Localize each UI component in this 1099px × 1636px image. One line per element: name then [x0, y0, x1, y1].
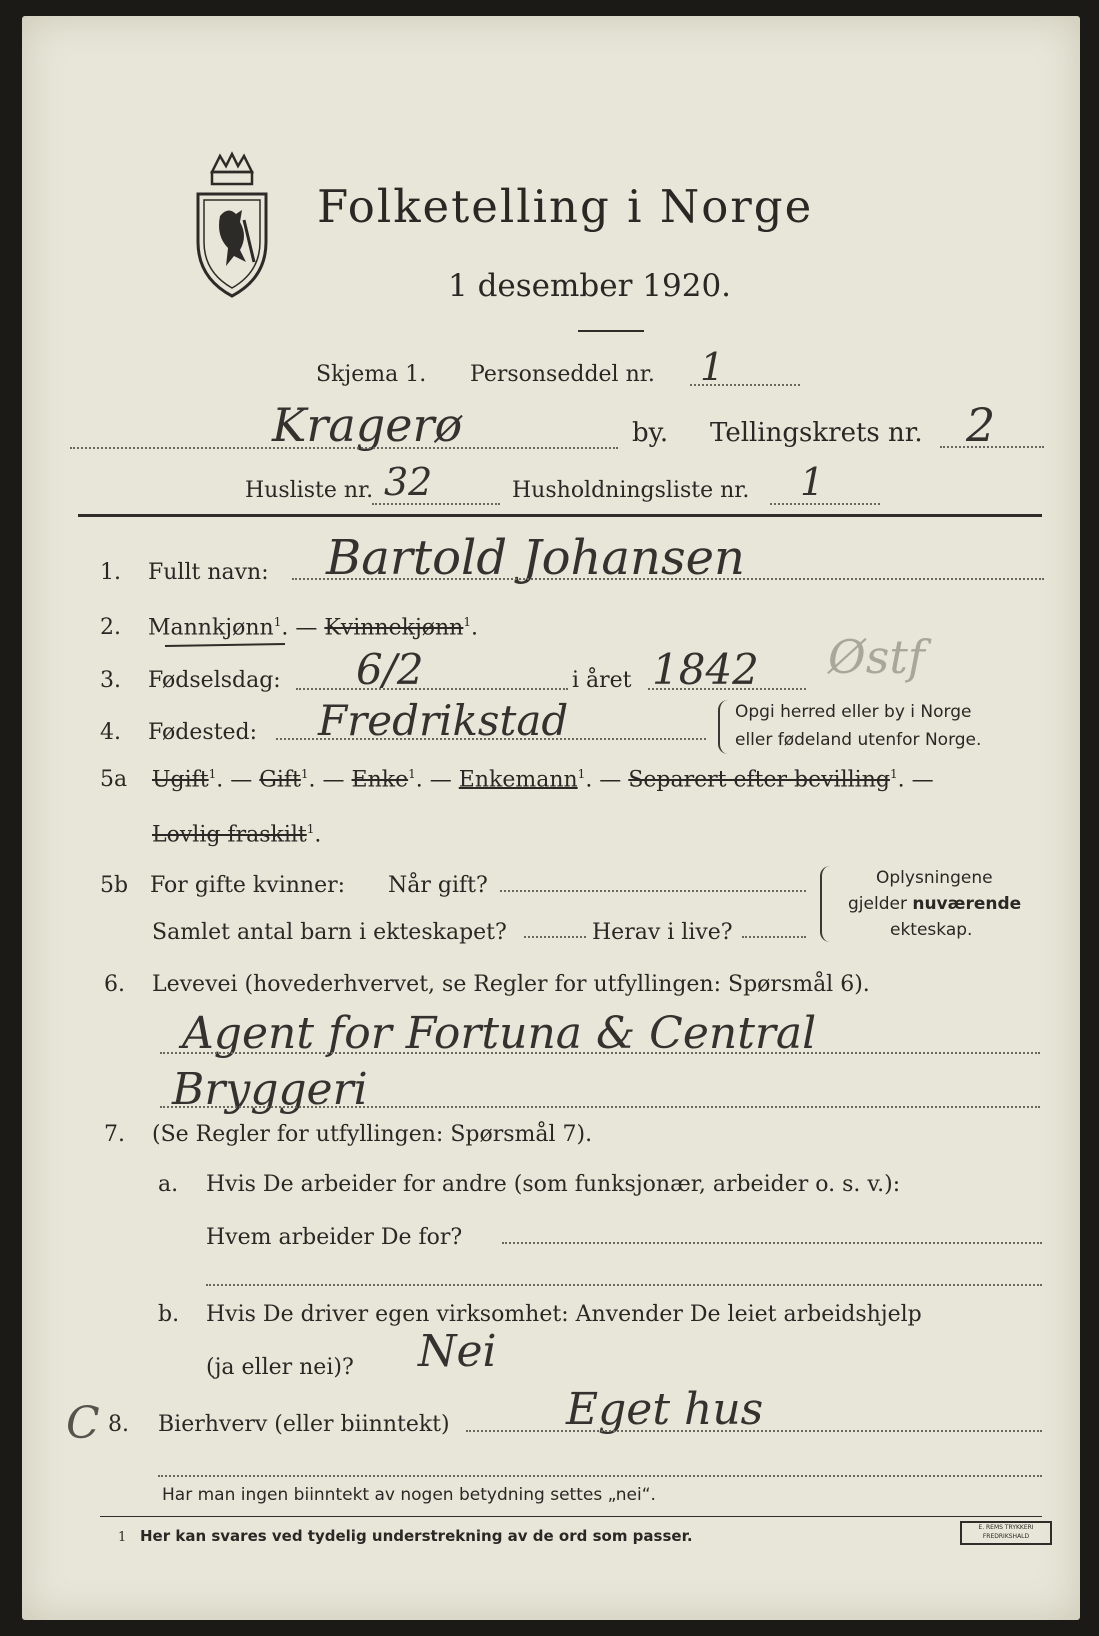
q7b-question: Hvis De driver egen virksomhet: Anvender De leiet arbeidshjelp	[206, 1302, 922, 1327]
birthplace-label: Fødested:	[148, 720, 258, 745]
q5b-number: 5b	[100, 873, 129, 898]
widower-option-underlined: Enkemann	[458, 767, 578, 793]
when-married-label: Når gift?	[388, 873, 488, 898]
birth-year-dotted-line	[648, 688, 806, 690]
husliste-label: Husliste nr.	[245, 478, 374, 503]
marriage-note-line2: gjelder nuværende	[848, 894, 1022, 914]
full-name-label: Fullt navn:	[148, 560, 269, 585]
q7a-question: Hvis De arbeider for andre (som funksjonær, arbeider o. s. v.):	[206, 1172, 901, 1197]
census-date: 1 desember 1920.	[448, 268, 732, 304]
birthday-label: Fødselsdag:	[148, 668, 281, 693]
q8-number: 8.	[108, 1412, 129, 1437]
birthplace-note-bracket	[718, 700, 730, 754]
hired-help-label: (ja eller nei)?	[206, 1355, 354, 1380]
schema-label: Skjema 1.	[316, 362, 427, 387]
female-option-struck: Kvinnekjønn	[324, 615, 464, 641]
printer-stamp: E. REMS TRYKKERI FREDRIKSHALD	[960, 1521, 1052, 1545]
married-women-label: For gifte kvinner:	[150, 873, 346, 898]
no-income-note: Har man ingen biinntekt av nogen betydning settes „nei“.	[162, 1485, 656, 1505]
norway-coat-of-arms-icon	[190, 150, 274, 300]
tellingskrets-label: Tellingskrets nr.	[710, 418, 923, 448]
married-option-struck: Gift	[259, 767, 301, 793]
form-title: Folketelling i Norge	[317, 180, 814, 233]
birthplace-note-line2: eller fødeland utenfor Norge.	[735, 730, 982, 750]
children-count-dotted-line	[524, 936, 586, 938]
when-married-dotted-line	[500, 890, 806, 892]
widow-option-struck: Enke	[351, 767, 409, 793]
sex-option-line: Mannkjønn$^1$. — Kvinnekjønn$^1$.	[148, 615, 478, 641]
side-income-label: Bierhverv (eller biinntekt)	[158, 1412, 450, 1437]
husholdningsliste-number: 1	[800, 460, 825, 504]
husliste-dotted-line	[372, 503, 500, 505]
personseddel-label: Personseddel nr.	[470, 362, 655, 387]
footnote-number: 1	[118, 1530, 127, 1545]
divorced-line: Lovlig fraskilt$^1$.	[152, 822, 322, 848]
occupation-dotted-line1	[160, 1052, 1040, 1054]
husliste-number: 32	[384, 460, 433, 504]
occupation-value-line2: Bryggeri	[172, 1064, 368, 1115]
side-income-dotted-line1	[466, 1430, 1042, 1432]
husholdningsliste-label: Husholdningsliste nr.	[512, 478, 750, 503]
footnote-text: Her kan svares ved tydelig understrekning av de ord som passer.	[140, 1527, 693, 1545]
side-income-value: Eget hus	[566, 1384, 764, 1435]
header-rule	[78, 514, 1042, 517]
q4-number: 4.	[100, 720, 121, 745]
q1-number: 1.	[100, 560, 121, 585]
city-dotted-line	[70, 447, 618, 449]
full-name-value: Bartold Johansen	[326, 530, 745, 586]
marriage-note-line1: Oplysningene	[876, 868, 993, 888]
occupation-label: Levevei (hovederhvervet, se Regler for utfyllingen: Spørsmål 6).	[152, 972, 870, 997]
personseddel-number: 1	[700, 345, 725, 389]
birth-year-value: 1842	[652, 645, 759, 694]
tellingskrets-number: 2	[966, 398, 996, 452]
city-name: Kragerø	[272, 398, 463, 452]
children-alive-dotted-line	[742, 936, 806, 938]
personseddel-dotted-line	[690, 384, 800, 386]
marriage-note-bracket	[820, 866, 832, 942]
q7-label: (Se Regler for utfyllingen: Spørsmål 7).	[152, 1122, 593, 1147]
marriage-note-line3: ekteskap.	[890, 920, 973, 940]
title-divider	[578, 330, 644, 332]
q6-number: 6.	[104, 972, 125, 997]
children-count-label: Samlet antal barn i ekteskapet?	[152, 920, 507, 945]
footer-rule	[100, 1516, 1042, 1517]
hired-help-value: Nei	[418, 1326, 497, 1377]
q8-margin-mark: C	[66, 1398, 100, 1449]
side-income-dotted-line2	[158, 1475, 1042, 1477]
birthday-dotted-line	[296, 688, 568, 690]
birthday-value: 6/2	[356, 645, 424, 694]
children-alive-label: Herav i live?	[592, 920, 733, 945]
q7b-letter: b.	[158, 1302, 180, 1327]
occupation-value-line1: Agent for Fortuna & Central	[182, 1008, 817, 1059]
tellingskrets-dotted-line	[940, 446, 1044, 448]
separated-option-struck: Separert efter bevilling	[628, 767, 890, 793]
q2-number: 2.	[100, 615, 121, 640]
birthplace-note-line1: Opgi herred eller by i Norge	[735, 702, 972, 722]
divorced-option-struck: Lovlig fraskilt	[152, 822, 307, 848]
employer-dotted-line2	[206, 1284, 1042, 1286]
full-name-dotted-line	[292, 578, 1044, 580]
occupation-dotted-line2	[160, 1106, 1040, 1108]
employer-dotted-line1	[502, 1242, 1042, 1244]
census-form-sheet	[22, 16, 1080, 1620]
birthplace-value: Fredrikstad	[318, 696, 569, 745]
male-option: Mannkjønn	[148, 615, 274, 641]
by-label: by.	[632, 418, 669, 448]
q7a-letter: a.	[158, 1172, 179, 1197]
birth-year-label: i året	[572, 668, 632, 693]
birthplace-dotted-line	[276, 738, 706, 740]
q7-number: 7.	[104, 1122, 125, 1147]
q3-number: 3.	[100, 668, 121, 693]
pencil-margin-note: Østf	[828, 630, 925, 684]
marital-status-line: Ugift$^1$. — Gift$^1$. — Enke$^1$. — Enkemann$^1$. — Separert efter bevilling$^1$. —	[152, 767, 934, 793]
employer-label: Hvem arbeider De for?	[206, 1225, 463, 1250]
husholdningsliste-dotted-line	[770, 503, 880, 505]
q5a-number: 5a	[100, 767, 128, 792]
unmarried-option-struck: Ugift	[152, 767, 209, 793]
